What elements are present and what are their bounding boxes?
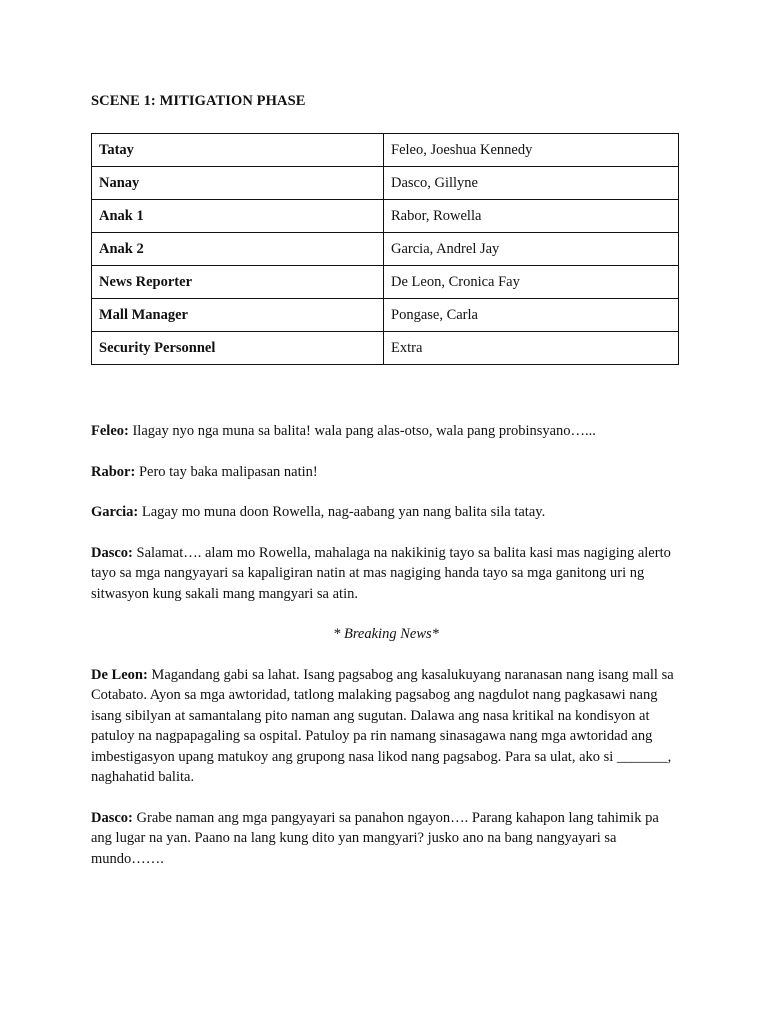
cast-role: Security Personnel <box>92 332 384 365</box>
cast-table <box>91 133 679 365</box>
speaker-name: Feleo: <box>91 423 129 439</box>
table-row <box>92 200 679 233</box>
speaker-name: Dasco: <box>91 809 133 826</box>
dialogue-section <box>91 421 681 889</box>
table-row <box>92 332 679 365</box>
dialogue-line <box>91 421 681 442</box>
cast-actor: Feleo, Joeshua Kennedy <box>384 134 679 167</box>
cast-role: News Reporter <box>92 266 384 299</box>
stage-direction: * Breaking News* <box>333 626 439 642</box>
dialogue-text: Lagay mo muna doon Rowella, nag-aabang yan nang balita sila tatay. <box>138 504 546 520</box>
table-row <box>92 134 679 167</box>
cast-actor: Extra <box>384 332 679 365</box>
dialogue-text: Ilagay nyo nga muna sa balita! wala pang alas-otso, wala pang probinsyano…... <box>128 423 596 439</box>
cast-role: Tatay <box>92 134 384 167</box>
speaker-name: Dasco: <box>91 544 133 561</box>
cast-actor: De Leon, Cronica Fay <box>384 266 679 299</box>
cast-actor: Dasco, Gillyne <box>384 167 679 200</box>
dialogue-line <box>91 665 681 788</box>
speaker-name: Rabor: <box>91 463 136 480</box>
cast-actor: Rabor, Rowella <box>384 200 679 233</box>
speaker-name: De Leon: <box>91 666 148 683</box>
cast-role: Anak 1 <box>92 200 384 233</box>
dialogue-line <box>91 543 681 605</box>
speaker-name: Garcia: <box>91 504 139 520</box>
dialogue-text: Magandang gabi sa lahat. Isang pagsabog ang kasalukuyang naranasan nang isang mall sa Cotabato. Ayon sa mga awtoridad, tatlong malaking pagsabog ang nagdulot nang pagkasawi nang isang sibilyan at samantalang pito naman ang sugutan. Dalawa ang nasa kritikal na kondisyon at patuloy na nagpapagaling sa ospital. Patuloy pa rin namang sinasagawa nang mga awtoridad ang imbestigasyon upang matukoy ang grupong nasa likod nang pagsabog. Para sa ulat, ako si _______, naghahatid balita. <box>91 666 674 785</box>
table-row <box>92 266 679 299</box>
table-row <box>92 233 679 266</box>
cast-role: Anak 2 <box>92 233 384 266</box>
table-row <box>92 167 679 200</box>
cast-actor: Pongase, Carla <box>384 299 679 332</box>
scene-title: SCENE 1: MITIGATION PHASE <box>91 93 306 109</box>
dialogue-line <box>91 502 681 523</box>
dialogue-line <box>91 808 681 870</box>
dialogue-text: Salamat…. alam mo Rowella, mahalaga na nakikinig tayo sa balita kasi mas nagiging alerto tayo sa mga nangyayari sa kapaligiran natin at mas nagiging handa tayo sa mga ganitong uri ng sitwasyon kung sakali mang mangyari sa atin. <box>91 544 671 602</box>
dialogue-line <box>91 462 681 483</box>
cast-role: Nanay <box>92 167 384 200</box>
table-row <box>92 299 679 332</box>
cast-actor: Garcia, Andrel Jay <box>384 233 679 266</box>
dialogue-text: Pero tay baka malipasan natin! <box>135 463 318 480</box>
dialogue-text: Grabe naman ang mga pangyayari sa panahon ngayon…. Parang kahapon lang tahimik pa ang lugar na yan. Paano na lang kung dito yan mangyari? jusko ano na bang nangyayari sa mundo……. <box>91 809 659 867</box>
cast-role: Mall Manager <box>92 299 384 332</box>
